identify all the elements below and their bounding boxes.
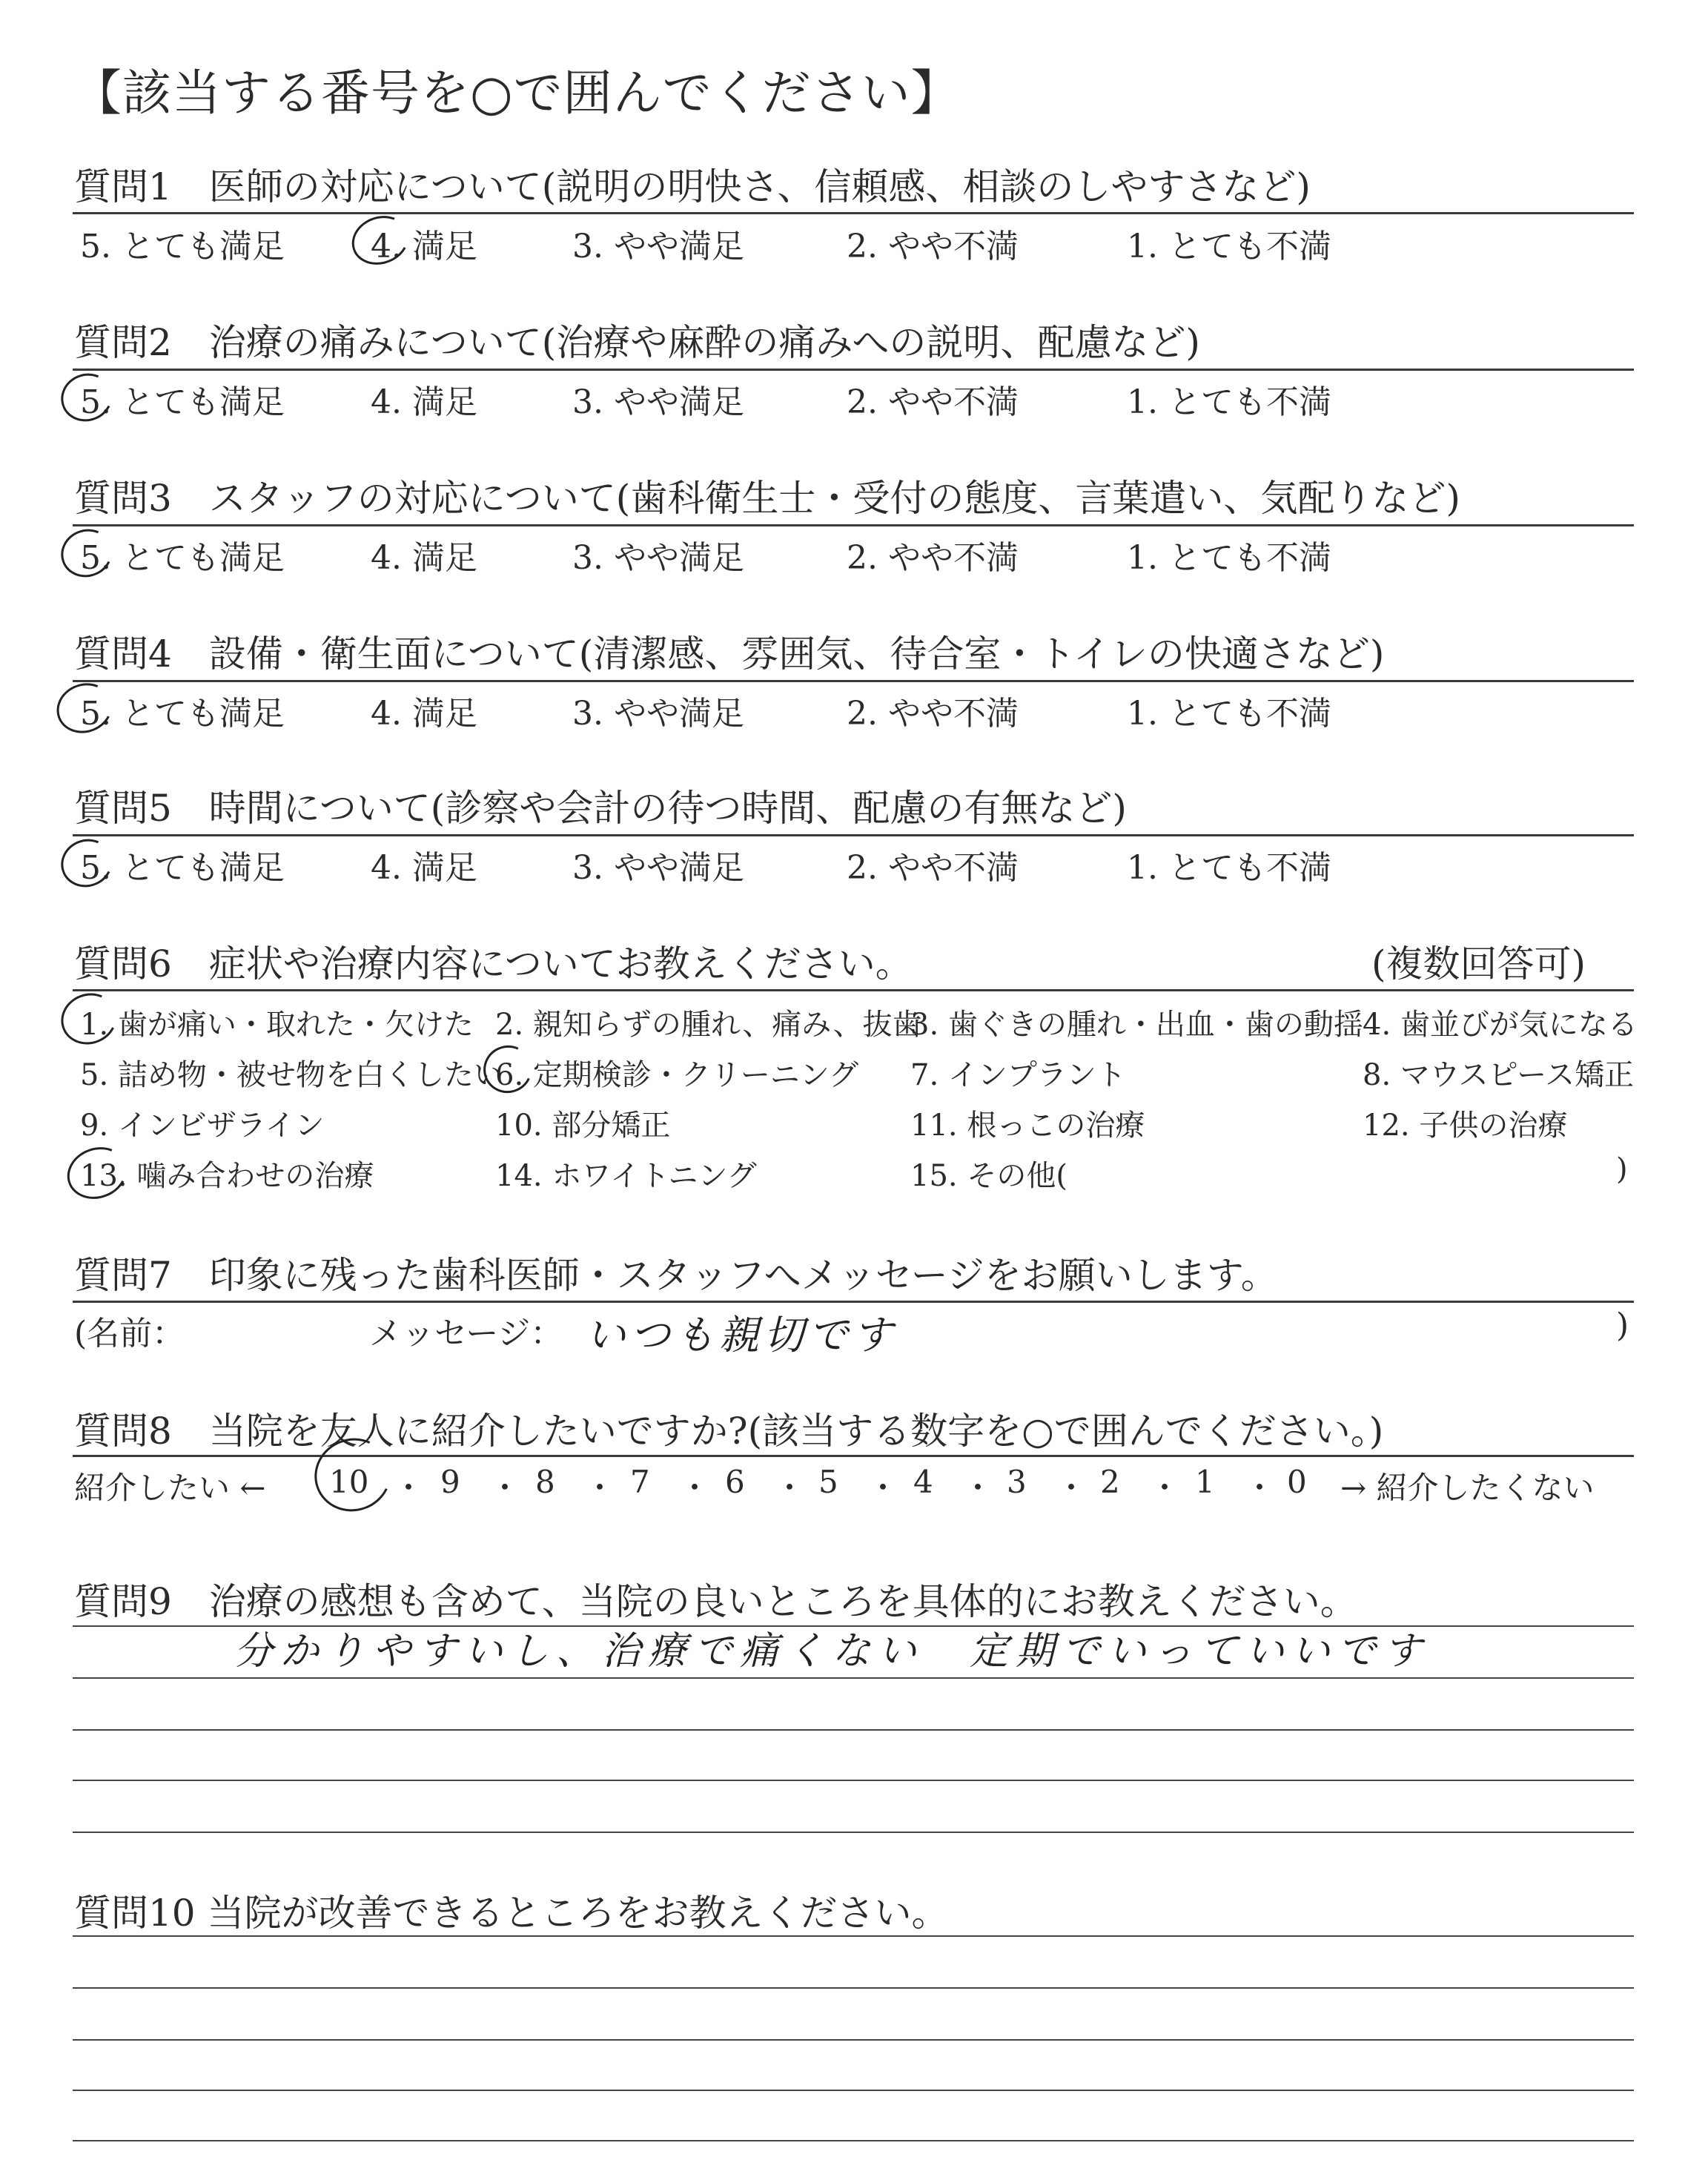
q10-answer-line[interactable] <box>73 1987 1634 1989</box>
q6-option-10[interactable]: 10. 部分矯正 <box>495 1109 671 1143</box>
q5-option-4[interactable]: 4. 満足 <box>371 849 477 887</box>
q3-option-2[interactable]: 2. やや不満 <box>847 539 1019 577</box>
q1-option-2[interactable]: 2. やや不満 <box>847 228 1019 265</box>
q6-option-14[interactable]: 14. ホワイトニング <box>495 1159 757 1193</box>
q8-scale-sep: ・ <box>1056 1470 1088 1506</box>
q8-scale-1[interactable]: 1 <box>1195 1464 1215 1500</box>
q8-scale-sep: ・ <box>489 1470 521 1506</box>
q7-close-paren: ) <box>1616 1307 1629 1344</box>
q8-scale-8[interactable]: 8 <box>535 1464 555 1500</box>
q7-message-label: メッセージ： <box>369 1315 563 1353</box>
q2-title: 質問2 治療の痛みについて(治療や麻酔の痛みへの説明、配慮など) <box>74 321 1200 364</box>
q8-scale-sep: ・ <box>1149 1470 1181 1506</box>
q1-option-1[interactable]: 1. とても不満 <box>1127 228 1331 265</box>
q1-title: 質問1 医師の対応について(説明の明快さ、信頼感、相談のしやすさなど) <box>74 165 1311 208</box>
q1-option-5[interactable]: 5. とても満足 <box>80 228 285 265</box>
q8-right-label: → 紹介したくない <box>1340 1470 1595 1506</box>
q2-option-4[interactable]: 4. 満足 <box>371 383 477 421</box>
q2-option-1[interactable]: 1. とても不満 <box>1127 383 1331 421</box>
q8-scale-3[interactable]: 3 <box>1007 1464 1027 1500</box>
q3-divider <box>73 524 1634 526</box>
q8-scale-0[interactable]: 0 <box>1287 1464 1307 1500</box>
q10-title: 質問10 当院が改善できるところをお教えください。 <box>74 1892 949 1935</box>
q8-scale-10[interactable]: 10 <box>329 1464 369 1500</box>
q5-option-5[interactable]: 5. とても満足 <box>80 849 285 887</box>
q9-answer[interactable]: 分かりやすいし、治療で痛くない 定期でいっていいです <box>234 1629 1430 1674</box>
q7-title: 質問7 印象に残った歯科医師・スタッフへメッセージをお願いします。 <box>74 1254 1278 1297</box>
q6-option-3[interactable]: 3. 歯ぐきの腫れ・出血・歯の動揺 <box>910 1008 1363 1042</box>
q8-scale-sep: ・ <box>774 1470 806 1506</box>
q6-option-2[interactable]: 2. 親知らずの腫れ、痛み、抜歯 <box>495 1008 922 1042</box>
q6-note: (複数回答可) <box>1371 942 1586 985</box>
q9-answer-line <box>73 1729 1634 1731</box>
q8-scale-2[interactable]: 2 <box>1100 1464 1120 1500</box>
q6-option-4[interactable]: 4. 歯並びが気になる <box>1363 1008 1638 1042</box>
q1-option-4[interactable]: 4. 満足 <box>371 228 477 265</box>
q8-scale-sep: ・ <box>962 1470 994 1506</box>
q9-answer-line <box>73 1780 1634 1781</box>
q10-answer-line[interactable] <box>73 2090 1634 2091</box>
q3-title: 質問3 スタッフの対応について(歯科衛生士・受付の態度、言葉遣い、気配りなど) <box>74 477 1460 520</box>
q8-divider <box>73 1455 1634 1457</box>
q5-option-1[interactable]: 1. とても不満 <box>1127 849 1331 887</box>
q1-divider <box>73 212 1634 214</box>
q9-answer-line <box>73 1832 1634 1833</box>
q6-option-15-close: ) <box>1616 1152 1628 1186</box>
q7-name-label: (名前： <box>74 1315 185 1353</box>
q4-option-5[interactable]: 5. とても満足 <box>80 695 285 733</box>
q3-option-3[interactable]: 3. やや満足 <box>572 539 744 577</box>
q2-divider <box>73 369 1634 371</box>
q2-option-2[interactable]: 2. やや不満 <box>847 383 1019 421</box>
q4-title: 質問4 設備・衛生面について(清潔感、雰囲気、待合室・トイレの快適さなど) <box>74 633 1385 676</box>
q8-scale-7[interactable]: 7 <box>630 1464 650 1500</box>
q8-scale-5[interactable]: 5 <box>818 1464 838 1500</box>
q4-option-3[interactable]: 3. やや満足 <box>572 695 744 733</box>
q3-option-5[interactable]: 5. とても満足 <box>80 539 285 577</box>
q8-title: 質問8 当院を友人に紹介したいですか?(該当する数字を○で囲んでください。) <box>74 1410 1384 1453</box>
q10-answer-line[interactable] <box>73 2039 1634 2041</box>
q6-title: 質問6 症状や治療内容についてお教えください。 <box>74 942 913 985</box>
q8-scale-6[interactable]: 6 <box>725 1464 745 1500</box>
q6-option-12[interactable]: 12. 子供の治療 <box>1363 1109 1568 1143</box>
q6-option-5[interactable]: 5. 詰め物・被せ物を白くしたい <box>80 1058 503 1092</box>
q8-scale-9[interactable]: 9 <box>440 1464 460 1500</box>
q5-option-3[interactable]: 3. やや満足 <box>572 849 744 887</box>
q6-selection-circle-13 <box>60 1139 134 1207</box>
q10-answer-line[interactable] <box>73 1935 1634 1937</box>
q6-option-15[interactable]: 15. その他( <box>910 1159 1068 1193</box>
q8-scale-4[interactable]: 4 <box>913 1464 933 1500</box>
q7-message-value[interactable]: いつも親切です <box>586 1312 897 1358</box>
q7-divider <box>73 1301 1634 1303</box>
q2-option-3[interactable]: 3. やや満足 <box>572 383 744 421</box>
q2-option-5[interactable]: 5. とても満足 <box>80 383 285 421</box>
q5-title: 質問5 時間について(診察や会計の待つ時間、配慮の有無など) <box>74 787 1127 830</box>
q4-option-2[interactable]: 2. やや不満 <box>847 695 1019 733</box>
q10-answer-line[interactable] <box>73 2140 1634 2141</box>
q6-option-1[interactable]: 1. 歯が痛い・取れた・欠けた <box>80 1008 474 1042</box>
q4-option-4[interactable]: 4. 満足 <box>371 695 477 733</box>
q8-scale-sep: ・ <box>1244 1470 1276 1506</box>
q5-option-2[interactable]: 2. やや不満 <box>847 849 1019 887</box>
q8-scale-sep: ・ <box>867 1470 899 1506</box>
q8-scale-sep: ・ <box>679 1470 711 1506</box>
q1-option-3[interactable]: 3. やや満足 <box>572 228 744 265</box>
q6-option-7[interactable]: 7. インプラント <box>910 1058 1126 1092</box>
q6-option-6[interactable]: 6. 定期検診・クリーニング <box>495 1058 859 1092</box>
q6-option-9[interactable]: 9. インビザライン <box>80 1109 325 1143</box>
q6-option-8[interactable]: 8. マウスピース矯正 <box>1363 1058 1635 1092</box>
q6-option-13[interactable]: 13. 噛み合わせの治療 <box>80 1159 374 1193</box>
q3-option-4[interactable]: 4. 満足 <box>371 539 477 577</box>
q5-divider <box>73 834 1634 836</box>
q4-divider <box>73 680 1634 682</box>
q8-scale-sep: ・ <box>393 1470 425 1506</box>
q8-scale-sep: ・ <box>584 1470 616 1506</box>
q4-option-1[interactable]: 1. とても不満 <box>1127 695 1331 733</box>
q9-title: 質問9 治療の感想も含めて、当院の良いところを具体的にお教えください。 <box>74 1580 1357 1623</box>
q8-left-label: 紹介したい ← <box>74 1470 266 1506</box>
page-header: 【該当する番号を○で囲んでください】 <box>73 65 961 122</box>
q9-answer-line <box>73 1677 1634 1679</box>
q6-option-11[interactable]: 11. 根っこの治療 <box>910 1109 1145 1143</box>
q3-option-1[interactable]: 1. とても不満 <box>1127 539 1331 577</box>
q6-divider <box>73 989 1634 991</box>
